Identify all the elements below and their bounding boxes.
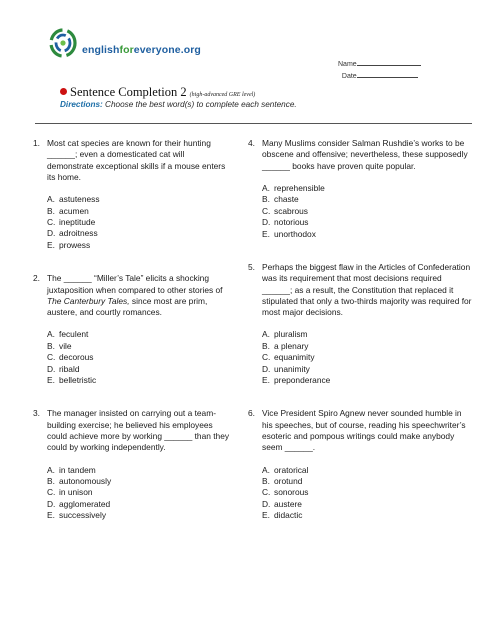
option-b[interactable]: B. chaste xyxy=(262,194,299,205)
option-e[interactable]: E. didactic xyxy=(262,510,303,521)
question-text: Many Muslims consider Salman Rushdie’s works to be obscene and offensive; nevertheless, these supposedly ______ books have proven quite popular. xyxy=(262,138,468,171)
option-c[interactable]: C. in unison xyxy=(47,487,93,498)
logo-text: englishforeveryone.org xyxy=(82,44,201,56)
question-number: 4. xyxy=(248,138,255,148)
answer-options xyxy=(262,465,473,522)
questions-right-column xyxy=(248,138,473,522)
option-c[interactable]: C. equanimity xyxy=(262,352,315,363)
question-number: 6. xyxy=(248,408,255,419)
question-number: 1. xyxy=(33,138,40,148)
option-a[interactable]: A. pluralism xyxy=(262,329,308,340)
questions-left-column xyxy=(33,138,233,522)
divider xyxy=(35,123,472,124)
option-a[interactable]: A. reprehensible xyxy=(262,182,325,193)
option-d[interactable]: D. adroitness xyxy=(47,228,98,239)
option-c[interactable]: C. decorous xyxy=(47,352,94,363)
bullet-icon xyxy=(60,88,67,95)
option-d[interactable]: D. agglomerated xyxy=(47,498,111,509)
option-b[interactable]: B. autonomously xyxy=(47,476,112,487)
question-3 xyxy=(33,408,233,521)
option-e[interactable]: E. prowess xyxy=(47,239,91,250)
option-b[interactable]: B. vile xyxy=(47,340,72,351)
book-title: The Canterbury Tales, xyxy=(47,295,130,306)
name-date-block xyxy=(338,58,421,82)
directions-label: Directions: xyxy=(60,100,103,109)
answer-options xyxy=(47,465,233,522)
option-b[interactable]: B. acumen xyxy=(47,205,89,216)
option-e[interactable]: E. belletristic xyxy=(47,375,97,386)
option-b[interactable]: B. orotund xyxy=(262,476,303,487)
question-number: 5. xyxy=(248,261,255,272)
question-1 xyxy=(33,138,233,251)
question-text: Vice President Spiro Agnew never sounded humble in his speeches, but of course, reading his speechwriter’s esoteric and pompous writings could make anybody seem ______. xyxy=(262,408,466,453)
date-field[interactable]: Date xyxy=(338,70,421,82)
question-text: The manager insisted on carrying out a team-building exercise; he believed his employees could achieve more by working ______ than they could by working independently. xyxy=(47,408,230,453)
question-number: 3. xyxy=(33,408,40,419)
question-5 xyxy=(248,262,473,387)
option-a[interactable]: A. feculent xyxy=(47,329,89,340)
question-2 xyxy=(33,273,233,386)
option-d[interactable]: D. ribald xyxy=(47,363,80,374)
option-c[interactable]: C. ineptitude xyxy=(47,217,96,227)
option-d[interactable]: D. notorious xyxy=(262,217,309,228)
option-a[interactable]: A. astuteness xyxy=(47,194,100,205)
question-text: The ______ “Miller’s Tale” elicits a shocking juxtaposition when compared to other stories of The Canterbury Tales, since most are prim, austere, and courtly romances. xyxy=(47,273,223,318)
answer-options xyxy=(47,329,233,386)
option-a[interactable]: A. in tandem xyxy=(47,464,96,475)
answer-options xyxy=(262,183,473,240)
name-field[interactable]: Name xyxy=(338,58,421,70)
option-c[interactable]: C. sonorous xyxy=(262,487,309,498)
directions-text: Choose the best word(s) to complete each sentence. xyxy=(105,100,297,109)
question-number: 2. xyxy=(33,273,40,284)
directions xyxy=(60,100,297,109)
option-b[interactable]: B. a plenary xyxy=(262,340,309,351)
question-6 xyxy=(248,408,473,521)
answer-options xyxy=(262,329,473,386)
option-d[interactable]: D. unanimity xyxy=(262,363,310,374)
option-e[interactable]: E. successively xyxy=(47,510,107,521)
answer-options xyxy=(47,194,233,251)
globe-logo-icon xyxy=(48,26,78,60)
page-title: Sentence Completion 2 xyxy=(70,85,187,99)
option-a[interactable]: A. oratorical xyxy=(262,464,309,475)
question-text: Most cat species are known for their hunting ______; even a domesticated cat will demonstrate exceptional skills if a mouse enters its home. xyxy=(47,138,226,182)
option-d[interactable]: D. austere xyxy=(262,498,302,509)
option-e[interactable]: E. preponderance xyxy=(262,375,331,386)
option-e[interactable]: E. unorthodox xyxy=(262,228,316,239)
option-c[interactable]: C. scabrous xyxy=(262,205,308,216)
worksheet-title xyxy=(60,83,255,101)
question-text: Perhaps the biggest flaw in the Articles of Confederation was its requirement that most decisions required ______; as a result, the Constitution that replaced it stipulated that only a two-thirds majority was required for most major decisions. xyxy=(262,261,472,318)
page-subtitle: (high-advanced GRE level) xyxy=(189,92,256,98)
question-4 xyxy=(248,138,473,240)
